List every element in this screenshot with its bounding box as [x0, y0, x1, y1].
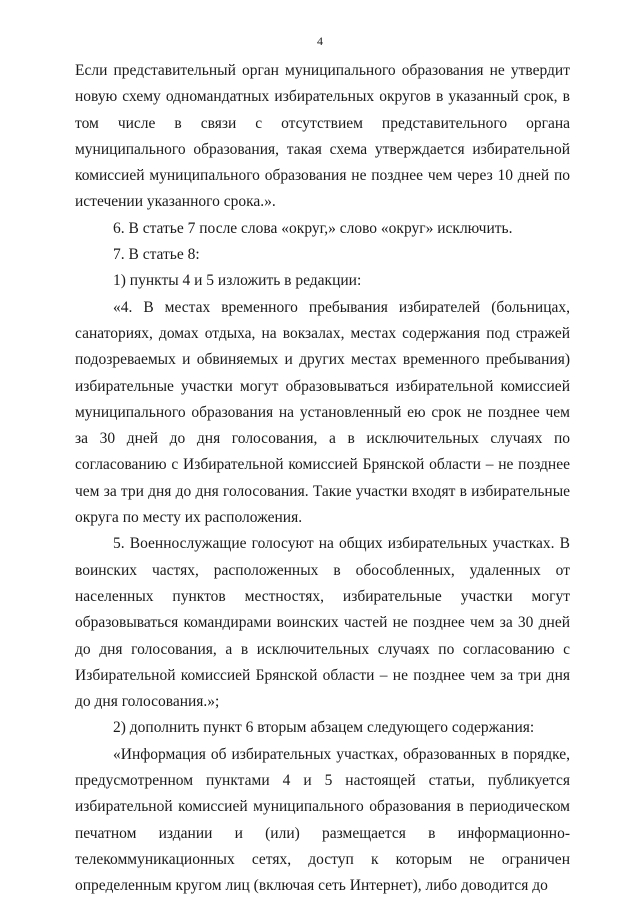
paragraph-item-7: 7. В статье 8: [113, 246, 200, 264]
document-body [75, 58, 570, 900]
page-number: 4 [317, 34, 323, 48]
paragraph-subitem-1: 1) пункты 4 и 5 изложить в редакции: [113, 272, 362, 290]
paragraph-item-6: 6. В статье 7 после слова «округ,» слово «округ» исключить. [113, 219, 513, 237]
paragraph-point-5: 5. Военнослужащие голосуют на общих избирательных участках. В воинских частях, расположенных в обособленных, удаленных от населенных пунктов местностях, избирательные участки могут образовываться командирами воинских частей не позднее чем за 30 дней до дня голосования, а в исключительных случаях по согласованию с Избирательной комиссией Брянской области – не позднее чем за три дня до дня голосования.»; [75, 535, 570, 711]
paragraph-continuation: Если представительный орган муниципального образования не утвердит новую схему одномандатных избирательных округов в указанный срок, в том числе в связи с отсутствием представительного органа муниципального образования, такая схема утверждается избирательной комиссией муниципального образования не позднее чем через 10 дней по истечении указанного срока.». [75, 62, 570, 211]
paragraph-point-4: «4. В местах временного пребывания избирателей (больницах, санаториях, домах отдыха, на вокзалах, местах содержания под стражей подозреваемых и обвиняемых и других местах временного пребывания) избирательные участки могут образовываться избирательной комиссией муниципального образования на установленный ею срок не позднее чем за 30 дней до дня голосования, а в исключительных случаях по согласованию с Избирательной комиссией Брянской области – не позднее чем за три дня до дня голосования. Такие участки входят в избирательные округа по месту их расположения. [75, 298, 570, 527]
paragraph-information: «Информация об избирательных участках, образованных в порядке, предусмотренном пунктами 4 и 5 настоящей статьи, публикуется избирательной комиссией муниципального образования в периодическом печатном издании и (или) размещается в информационно-телекоммуникационных сетях, доступ к которым не ограничен определенным кругом лиц (включая сеть Интернет), либо доводится до [75, 745, 570, 895]
paragraph-subitem-2: 2) дополнить пункт 6 вторым абзацем следующего содержания: [113, 719, 535, 737]
